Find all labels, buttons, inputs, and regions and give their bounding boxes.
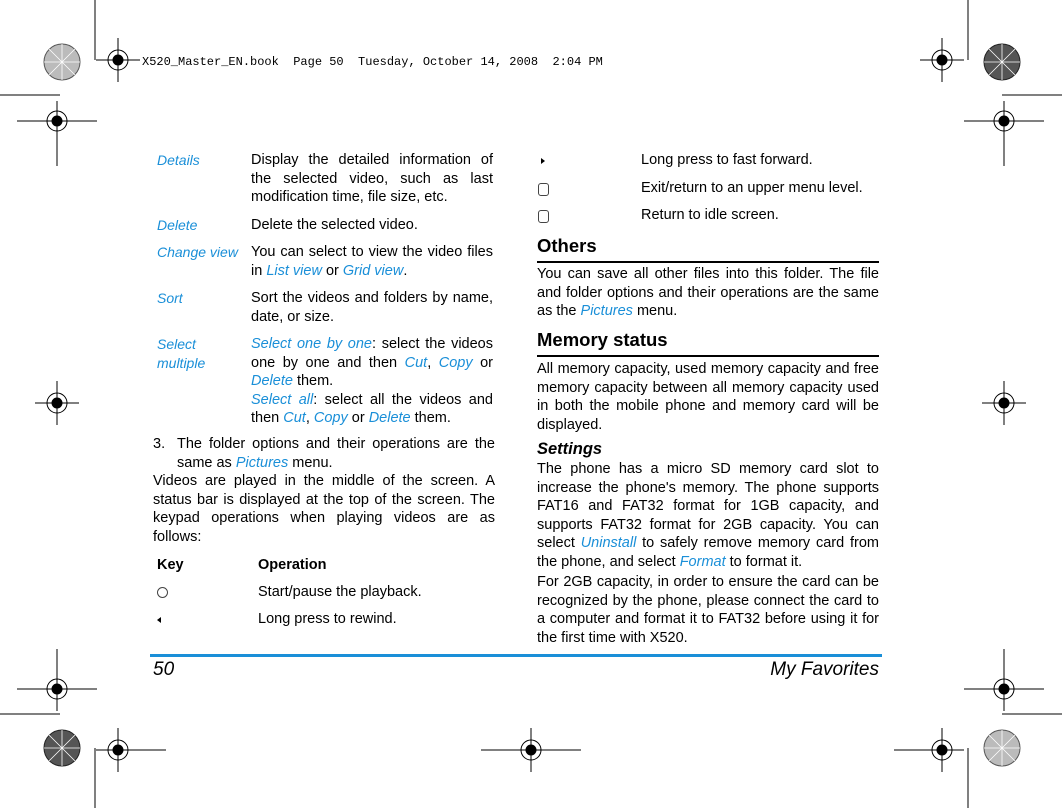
footer-rule <box>150 654 882 657</box>
table-header-key: Key <box>157 557 184 573</box>
page-number: 50 <box>153 659 175 680</box>
back-key-icon <box>538 183 549 196</box>
desc-change-view: You can select to view the video files in List view or Grid view. <box>251 244 493 279</box>
section-rule <box>537 355 879 357</box>
term-select-multiple: Select multiple <box>157 336 206 371</box>
op-exit-return: Exit/return to an upper menu level. <box>641 180 863 196</box>
settings-text: The phone has a micro SD memory card slot to increase the phone's memory. The phone supports FAT16 and FAT32 format for 1GB capacity, and supports FAT32 format for 2GB capacity. You can select Uninstall to safely remove memory card from the phone, and select Format to format it. <box>537 461 879 570</box>
desc-select-multiple: Select one by one: select the videos one by one and then Cut, Copy or Delete them. Select all: select all the videos and then Cut, Copy or Delete them. <box>251 336 493 427</box>
desc-delete: Delete the selected video. <box>251 217 418 233</box>
others-text: You can save all other files into this folder. The file and folder options and their operations are the same as the Pictures menu. <box>537 266 879 320</box>
op-fast-forward: Long press to fast forward. <box>641 152 813 168</box>
right-key-icon <box>541 158 545 164</box>
playback-paragraph: Videos are played in the middle of the screen. A status bar is displayed at the top of the screen. The keypad operations when playing videos are as follows: <box>153 473 495 545</box>
print-header: X520_Master_EN.book Page 50 Tuesday, October 14, 2008 2:04 PM <box>142 55 603 69</box>
left-key-icon <box>157 617 161 623</box>
end-key-icon <box>538 210 549 223</box>
table-header-operation: Operation <box>258 557 327 573</box>
op-rewind: Long press to rewind. <box>258 611 397 627</box>
settings-paragraph-2: For 2GB capacity, in order to ensure the card can be recognized by the phone, please connect the card to a computer and format it to FAT32 before using it for the first time with X520. <box>537 574 879 646</box>
term-details: Details <box>157 152 200 168</box>
settings-title: Settings <box>537 440 603 458</box>
op-idle-screen: Return to idle screen. <box>641 207 779 223</box>
memory-text: All memory capacity, used memory capacity and free memory capacity between all memory capacity used in both the mobile phone and memory card will be displayed. <box>537 361 879 433</box>
op-start-pause: Start/pause the playback. <box>258 584 422 600</box>
section-title-others: Others <box>537 235 597 256</box>
step-number: 3. <box>153 436 166 452</box>
term-change-view: Change view <box>157 244 238 260</box>
section-rule <box>537 261 879 263</box>
term-delete: Delete <box>157 217 198 233</box>
desc-details: Display the detailed information of the selected video, such as last modification time, file size, etc. <box>251 152 493 206</box>
desc-sort: Sort the videos and folders by name, date, or size. <box>251 290 493 325</box>
footer-section-name: My Favorites <box>770 659 879 680</box>
section-title-memory-status: Memory status <box>537 329 668 350</box>
ok-key-icon <box>157 587 168 598</box>
step-3-text: The folder options and their operations are the same as Pictures menu. <box>177 436 495 471</box>
term-sort: Sort <box>157 290 183 306</box>
